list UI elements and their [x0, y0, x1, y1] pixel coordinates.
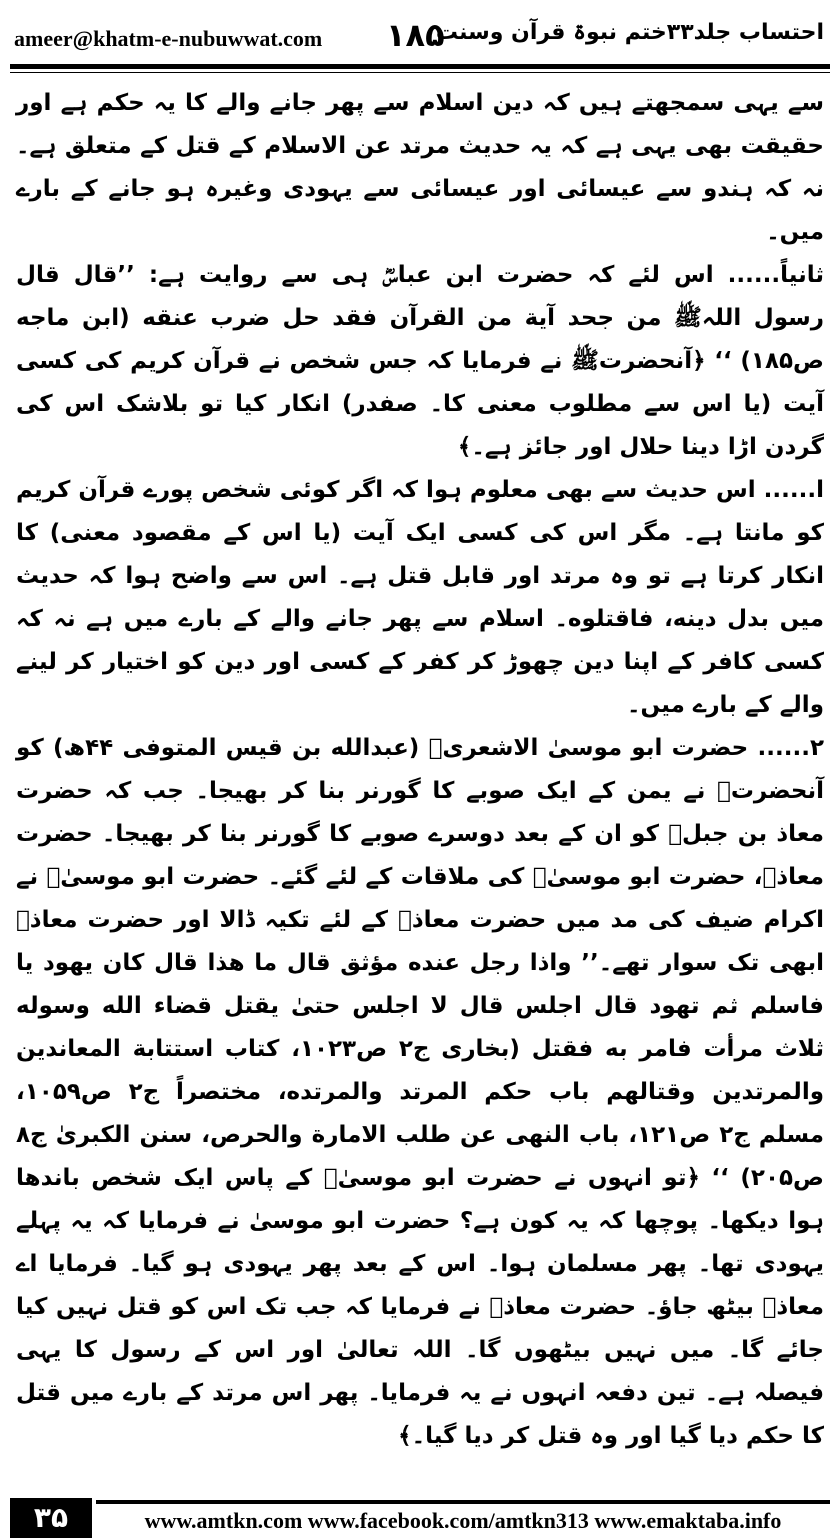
header-rule-thin	[10, 72, 830, 73]
footer-website-links: www.amtkn.com www.facebook.com/amtkn313 www.emaktaba.info	[144, 1508, 782, 1533]
page-header	[0, 0, 840, 68]
footer-page-badge: ۳۵	[10, 1498, 92, 1538]
footer-rule	[96, 1500, 830, 1504]
paragraph-1: سے یہی سمجھتے ہیں کہ دین اسلام سے پھر جانے والے کا یہ حکم ہے اور حقیقت بھی یہی ہے کہ یہ حدیث مرتد عن الاسلام کے قتل کے متعلق ہے۔ نہ کہ ہندو سے عیسائی اور عیسائی سے یہودی وغیرہ ہو جانے کے بارے میں۔	[16, 90, 824, 245]
header-book-title: احتساب جلد۳۳ختم نبوۃ قرآن وسنت	[435, 20, 824, 45]
paragraph-2: ثانیاً...... اس لئے کہ حضرت ابن عباسؓ ہی سے روایت ہے: ’’قال قال رسول اللہﷺ من جحد آیة من القرآن فقد حل ضرب عنقه (ابن ماجه ص۱۸۵) ‘‘ ﴿آنحضرتﷺ نے فرمایا کہ جس شخص نے قرآن کریم کی کسی آیت (یا اس سے مطلوب معنی کا۔ صفدر) انکار کیا تو بلاشک اس کی گردن اڑا دینا حلال اور جائز ہے۔﴾	[16, 262, 824, 460]
page-body	[16, 82, 824, 1452]
paragraph-3: ا...... اس حدیث سے بھی معلوم ہوا کہ اگر کوئی شخص پورے قرآن کریم کو مانتا ہے۔ مگر اس کی کسی ایک آیت (یا اس کے مقصود معنی) کا انکار کرتا ہے تو وہ مرتد اور قابل قتل ہے۔ اس سے واضح ہوا کہ حدیث میں بدل دینه، فاقتلوه۔ اسلام سے پھر جانے والے کے بارے میں ہے نہ کہ کسی کافر کے اپنا دین چھوڑ کر کفر کے کسی اور دین کو اختیار کر لینے والے کے بارے میں۔	[16, 477, 824, 718]
header-page-number: ۱۸۵	[386, 16, 445, 54]
header-rule-thick	[10, 64, 830, 69]
page-footer	[10, 1498, 830, 1538]
header-email: ameer@khatm-e-nubuwwat.com	[14, 26, 323, 51]
paragraph-4: ۲...... حضرت ابو موسیٰ الاشعریؓ (عبدالله بن قیس المتوفی ۴۴ھ) کو آنحضرتﷺ نے یمن کے ایک صوبے کا گورنر بنا کر بھیجا۔ جب کہ حضرت معاذ بن جبلؓ کو ان کے بعد دوسرے صوبے کا گورنر بنا کر بھیجا۔ حضرت معاذؓ، حضرت ابو موسیٰؓ کی ملاقات کے لئے گئے۔ حضرت ابو موسیٰؓ نے اکرام ضیف کی مد میں حضرت معاذؓ کے لئے تکیہ ڈالا اور حضرت معاذؓ ابھی تک سوار تھے۔’’ واذا رجل عنده مؤثق قال ما هذا قال كان يهود يا فاسلم ثم تهود قال اجلس قال لا اجلس حتىٰ يقتل قضاء الله وسوله ثلاث مرأت فامر به فقتل (بخاری ج۲ ص۱۰۲۳، کتاب استتابة المعاندين والمرتدين وقتالهم باب حكم المرتد والمرتده، مختصراً ج۲ ص۱۰۵۹، مسلم ج۲ ص۱۲۱، باب النهى عن طلب الامارة والحرص، سنن الكبرىٰ ج۸ ص۲۰۵) ‘‘ ﴿تو انہوں نے حضرت ابو موسیٰؓ کے پاس ایک شخص باندھا ہوا دیکھا۔ پوچھا کہ یہ کون ہے؟ حضرت ابو موسیٰ نے فرمایا کہ یہ پہلے یہودی تھا۔ پھر مسلمان ہوا۔ اس کے بعد پھر یہودی ہو گیا۔ فرمایا اے معاذؓ بیٹھ جاؤ۔ حضرت معاذؓ نے فرمایا کہ جب تک اس کو قتل نہیں کیا جائے گا۔ میں نہیں بیٹھوں گا۔ اللہ تعالیٰ اور اس کے رسول کا یہی فیصلہ ہے۔ تین دفعہ انہوں نے یہ فرمایا۔ پھر اس مرتد کے بارے میں قتل کا حکم دیا گیا اور وہ قتل کر دیا گیا۔﴾	[16, 735, 825, 1449]
